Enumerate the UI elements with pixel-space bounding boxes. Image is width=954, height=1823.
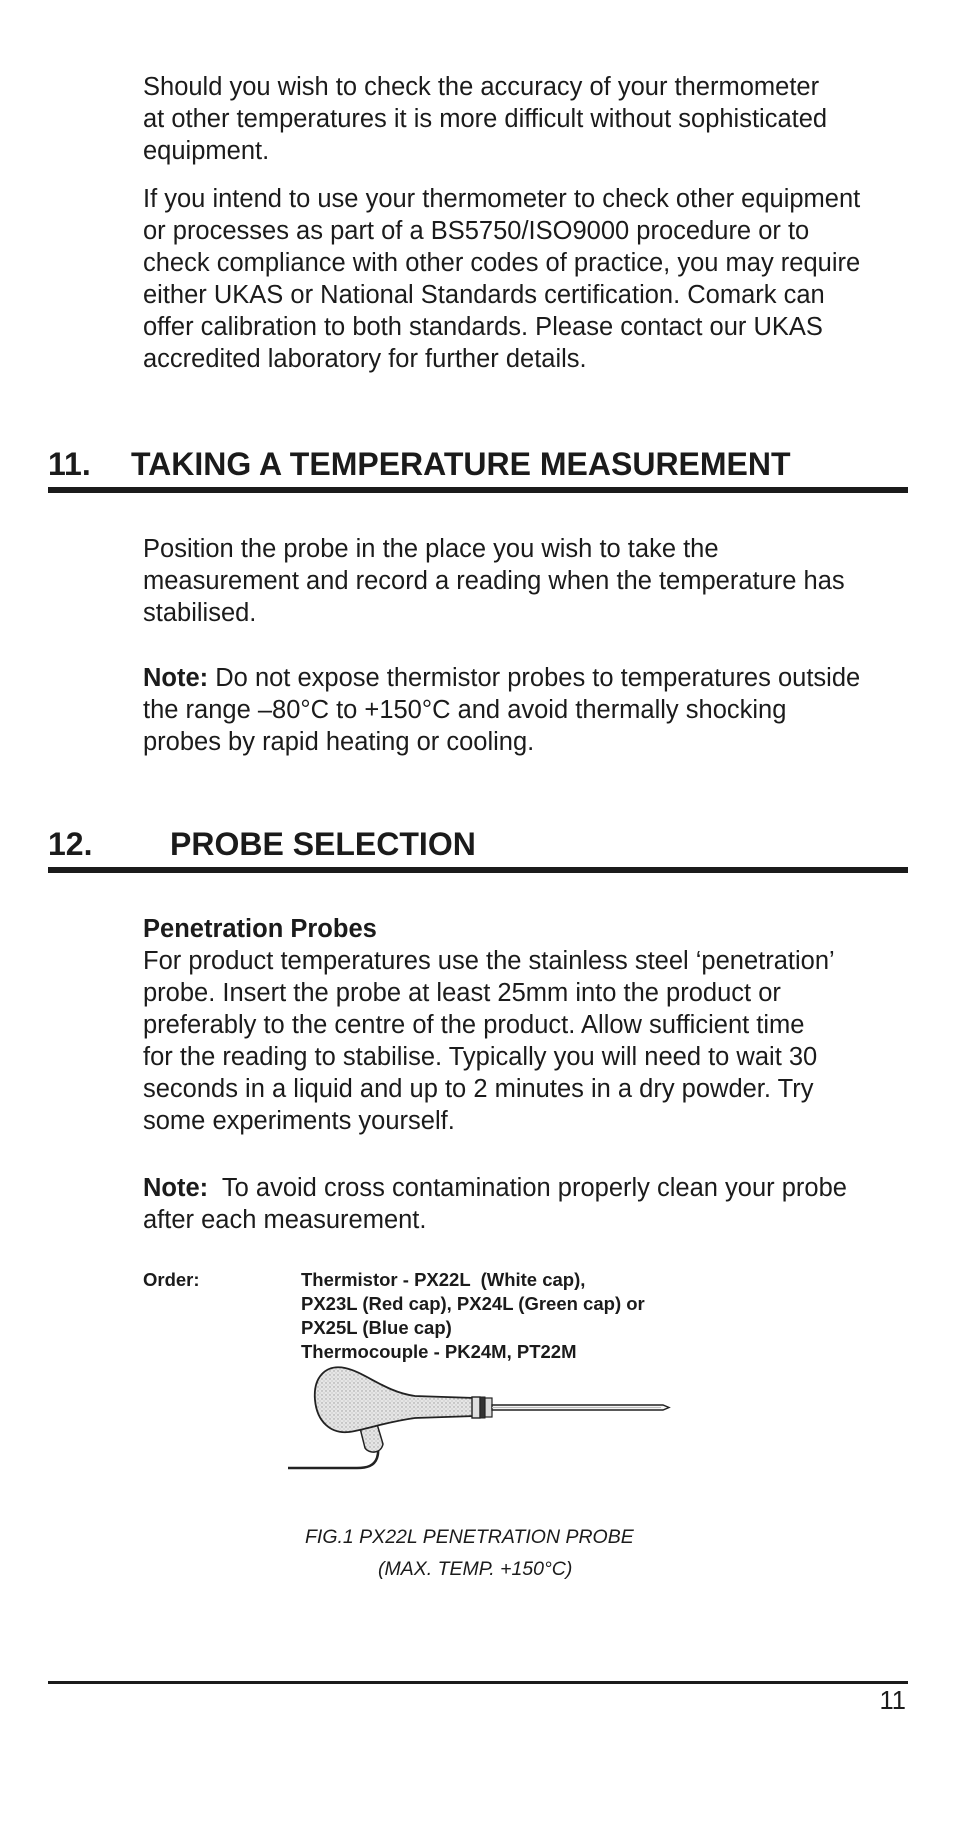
text-line: Should you wish to check the accuracy of your thermometer	[143, 73, 820, 101]
text-line: stabilised.	[143, 599, 257, 627]
text-line: seconds in a liquid and up to 2 minutes in a dry powder. Try	[143, 1075, 814, 1103]
footer-divider	[48, 1681, 908, 1684]
order-label: Order:	[143, 1269, 200, 1290]
note-label: Note:	[143, 1174, 209, 1202]
text-line: preferably to the centre of the product. Allow sufficient time	[143, 1011, 805, 1039]
text-line: check compliance with other codes of practice, you may require	[143, 249, 861, 277]
text-line: at other temperatures it is more difficult without sophisticated	[143, 105, 828, 133]
text-line: For product temperatures use the stainless steel ‘penetration’	[143, 947, 835, 975]
text-line: Do not expose thermistor probes to temperatures outside	[208, 664, 861, 692]
section-11-number: 11.	[48, 446, 91, 482]
section-11-heading	[48, 445, 908, 483]
figure-caption-line-2: (MAX. TEMP. +150°C)	[378, 1558, 573, 1580]
text-line: probe. Insert the probe at least 25mm into the product or	[143, 979, 781, 1007]
section-11-divider	[48, 487, 908, 493]
section-12-note	[143, 1172, 923, 1236]
text-line: Position the probe in the place you wish to take the	[143, 535, 719, 563]
probe-handle	[315, 1367, 475, 1432]
intro-paragraph-2	[143, 183, 923, 375]
section-11-title: TAKING A TEMPERATURE MEASUREMENT	[131, 446, 791, 482]
text-line: offer calibration to both standards. Please contact our UKAS	[143, 313, 823, 341]
figure-caption-line-1: FIG.1 PX22L PENETRATION PROBE	[305, 1526, 634, 1548]
text-line: the range –80°C to +150°C and avoid thermally shocking	[143, 696, 787, 724]
section-12-heading	[48, 825, 908, 863]
section-11-paragraph	[143, 533, 923, 629]
section-12-paragraph	[143, 945, 923, 1137]
text-line: If you intend to use your thermometer to check other equipment	[143, 185, 861, 213]
text-line: after each measurement.	[143, 1206, 427, 1234]
text-line: probes by rapid heating or cooling.	[143, 728, 535, 756]
text-line: or processes as part of a BS5750/ISO9000 procedure or to	[143, 217, 810, 245]
note-label: Note:	[143, 664, 209, 692]
text-line: for the reading to stabilise. Typically you will need to wait 30	[143, 1043, 818, 1071]
text-line: equipment.	[143, 137, 270, 165]
section-12-title: PROBE SELECTION	[170, 826, 476, 862]
order-line: Thermocouple - PK24M, PT22M	[301, 1341, 577, 1362]
section-11-note	[143, 662, 923, 758]
order-line: Thermistor - PX22L (White cap),	[301, 1269, 586, 1290]
probe-cap	[472, 1397, 480, 1418]
intro-paragraph-1	[143, 71, 923, 167]
text-line: some experiments yourself.	[143, 1107, 455, 1135]
text-line: accredited laboratory for further details.	[143, 345, 587, 373]
order-line: PX25L (Blue cap)	[301, 1317, 452, 1338]
text-line: either UKAS or National Standards certification. Comark can	[143, 281, 825, 309]
page-number: 11	[879, 1687, 906, 1715]
section-12-divider	[48, 867, 908, 873]
order-line: PX23L (Red cap), PX24L (Green cap) or	[301, 1293, 645, 1314]
section-12-number: 12.	[48, 826, 93, 862]
penetration-probe-illustration	[285, 1358, 675, 1473]
order-list	[301, 1268, 645, 1364]
text-line: measurement and record a reading when the temperature has	[143, 567, 845, 595]
penetration-probes-subheading: Penetration Probes	[143, 915, 377, 943]
text-line: To avoid cross contamination properly clean your probe	[208, 1174, 847, 1202]
